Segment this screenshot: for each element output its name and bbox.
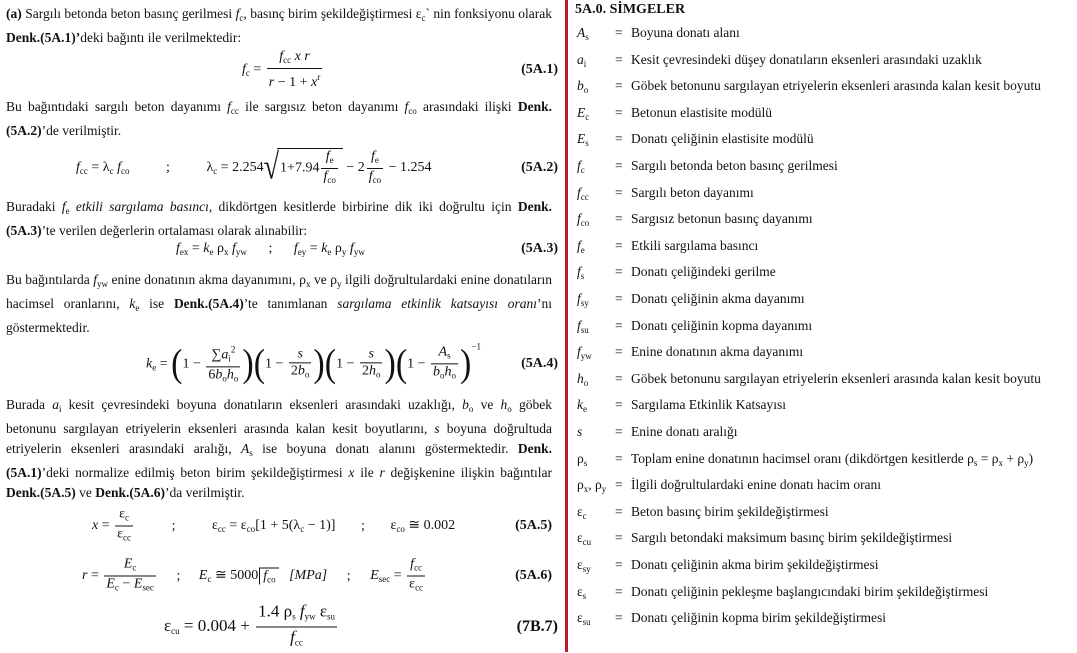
equals-sign: = xyxy=(615,25,623,40)
symbol xyxy=(577,610,591,627)
symbol-row xyxy=(575,502,1075,524)
symbol xyxy=(577,424,582,440)
symbol-sub: c xyxy=(585,111,590,122)
symbol-description: Donatı çeliğindeki gerilme xyxy=(631,264,776,280)
symbol-row xyxy=(575,316,1075,338)
symbol-sub: yw xyxy=(580,351,592,362)
equals-sign: = xyxy=(615,503,623,519)
symbol xyxy=(577,185,589,202)
symbol-description: Donatı çeliğinin akma dayanımı xyxy=(631,291,805,306)
equals-sign: = xyxy=(615,158,623,173)
equals-sign: = xyxy=(615,450,623,466)
symbol-description: Göbek betonunu sargılayan etriyelerin eksenleri arasında kalan kesit boyutu xyxy=(631,78,1041,94)
equation-5A5: x = $\frac{\varepsilon_c}{\varepsilon_{cc}}$ ; $\varepsilon_{cc} = \varepsilon_{co}[1 + 5(\lambda_c - 1)]$ ; $\varepsilon_{co}$ ≅ 0.002 (5A.5) xyxy=(92,506,552,543)
paragraph-1: (a) Sargılı betonda beton basınç gerilmesi $f_c$, basınç birim şekildeğiştirmesi $\varepsilon_c`$ nin fonksiyonu olarak Denk.(5A.1)’deki bağıntı ile verilmektedir: xyxy=(6,6,552,45)
left-column xyxy=(6,0,556,652)
symbol-row xyxy=(575,129,1075,151)
symbol-sub: cc xyxy=(580,191,589,202)
symbol-description: Beton basınç birim şekildeğiştirmesi xyxy=(631,503,829,519)
symbol xyxy=(577,131,589,148)
symbol-description: Toplam enine donatının hacimsel oranı (dikdörtgen kesitlerde $\rho_s = \rho_x + \rho_y$) xyxy=(631,450,1034,468)
equals-sign: = xyxy=(615,477,623,493)
symbol-description: Donatı çeliğinin elastisite modülü xyxy=(631,131,814,147)
symbol-description: Donatı çeliğinin kopma dayanımı xyxy=(631,317,813,333)
symbol-description: İlgili doğrultulardaki enine donatı hacim oranı xyxy=(631,477,882,493)
equals-sign: = xyxy=(615,78,623,94)
symbol-row xyxy=(575,608,1075,630)
symbol-sub: i xyxy=(583,58,587,69)
equation-5A3: $f_{ex} = k_e$ $\rho_x$ $f_{yw}$ ; $f_{ey} = k_e$ $\rho_y$ $f_{yw}$ (5A.3) xyxy=(176,241,558,257)
equals-sign: = xyxy=(615,211,623,227)
symbol-main: A xyxy=(577,25,586,40)
symbol-row xyxy=(575,23,1075,45)
symbol-sub: su xyxy=(582,617,591,628)
equals-sign: = xyxy=(615,583,623,599)
symbol-row xyxy=(575,289,1075,311)
symbol-main: s xyxy=(577,424,583,439)
symbol xyxy=(577,158,585,175)
symbol-main: ε xyxy=(577,503,583,519)
symbol-sub: s xyxy=(582,590,587,601)
symbol xyxy=(577,530,591,547)
symbol-row xyxy=(575,50,1075,72)
symbol-row xyxy=(575,209,1075,231)
equals-sign: = xyxy=(615,344,623,360)
symbol-description: Donatı çeliğinin kopma birim şekildeğiştirmesi xyxy=(631,610,886,626)
symbol-main: f xyxy=(577,264,581,280)
symbol xyxy=(577,291,589,308)
symbol xyxy=(577,25,589,42)
symbol xyxy=(577,504,587,521)
equation-5A2: $f_{cc} = \lambda_c$ $f_{co}$ ; $\lambda_c = 2.254√1+7.94$ $\frac{f_e}{f_{co}}$ − 2 $\frac{f_e}{f_{co}}$ − 1.254 (5A.2) xyxy=(76,147,558,188)
equals-sign: = xyxy=(615,237,623,253)
symbol-row xyxy=(575,156,1075,178)
equals-sign: = xyxy=(615,424,623,439)
symbol xyxy=(577,238,585,255)
equals-sign: = xyxy=(615,184,623,200)
symbol-main: f xyxy=(577,211,581,227)
symbol xyxy=(577,78,588,95)
rho-s-formula: $\rho_s = \rho_x + \rho_y$ xyxy=(967,450,1029,468)
symbol-description: Etkili sargılama basıncı xyxy=(631,237,759,253)
symbol-sub: e xyxy=(580,244,585,255)
equals-sign: = xyxy=(615,51,623,67)
symbol-main: f xyxy=(577,237,581,253)
symbol-row xyxy=(575,449,1075,471)
symbol-main: f xyxy=(577,184,581,200)
symbol xyxy=(577,344,592,361)
symbol-description: Boyuna donatı alanı xyxy=(631,25,740,40)
symbol-row xyxy=(575,262,1075,284)
symbol-main: f xyxy=(577,344,581,360)
equals-sign: = xyxy=(615,610,623,626)
symbols-title: 5A.0. SİMGELER xyxy=(575,2,686,17)
symbol-row xyxy=(575,183,1075,205)
symbol-main: h xyxy=(577,370,584,386)
symbol-extra: , xyxy=(588,477,595,493)
symbol-description: Enine donatının akma dayanımı xyxy=(631,344,804,360)
symbol-row xyxy=(575,342,1075,364)
symbol-row xyxy=(575,555,1075,577)
symbol-description: Donatı çeliğinin akma birim şekildeğiştirmesi xyxy=(631,557,879,572)
symbol xyxy=(577,477,606,494)
symbol-main: ρ xyxy=(577,477,584,493)
symbol-description: Sargılı betonda beton basınç gerilmesi xyxy=(631,158,838,173)
symbol xyxy=(577,318,589,335)
equals-sign: = xyxy=(615,104,623,120)
symbol-sub: y xyxy=(601,484,607,495)
symbol xyxy=(577,211,589,228)
symbol-sub: sy xyxy=(580,298,589,308)
symbol xyxy=(577,105,589,122)
symbol-row xyxy=(575,475,1075,497)
symbol-description: Donatı çeliğinin pekleşme başlangıcındaki birim şekildeğiştirmesi xyxy=(631,583,989,599)
equation-5A4: $k_e = (1$ − $\frac{\sum a_i^2}{6b_oh_o}$ )(1 − $\frac{s}{2b_o}$ )(1 − $\frac{s}{2h_o}$ )(1 − $\frac{A_s}{b_oh_o}$ )$^{-1}$ (5A.4) xyxy=(146,341,558,385)
symbol-row xyxy=(575,528,1075,550)
symbol-main: ε xyxy=(577,583,583,599)
symbol-main: E xyxy=(577,104,586,120)
equals-sign: = xyxy=(615,131,623,147)
symbol-main: ε xyxy=(577,610,583,626)
symbol-description: Sargılama Etkinlik Katsayısı xyxy=(631,397,786,413)
symbol-description: Göbek betonunu sargılayan etriyelerin eksenleri arasında kalan kesit boyutu xyxy=(631,370,1041,386)
column-divider xyxy=(565,0,568,652)
symbol xyxy=(577,451,587,468)
paragraph-5: Burada $a_i$ kesit çevresindeki boyuna donatıların eksenleri arasındaki uzaklığı, $b_o$ ve $h_o$ göbek betonunu sargılayan etriyelerin eksenleri arasında kalan kesit boyutlarını, s boyuna doğrultuda etriyelerin eksenleri arasındaki aralığı, $A_s$ ise boyuna donatı alanını göstermektedir. Denk.(5A.1)’deki normalize edilmiş beton birim şekildeğiştirmesi x ile r değişkenine ilişkin bağıntılar Denk.(5A.5) ve Denk.(5A.6)’da verilmiştir. xyxy=(6,397,553,500)
symbol-row xyxy=(575,582,1075,604)
symbol-sub: sy xyxy=(582,564,591,574)
equals-sign: = xyxy=(615,397,623,413)
symbol-sub: o xyxy=(583,85,589,96)
symbol-sub: c xyxy=(580,165,585,175)
equals-sign: = xyxy=(615,370,623,386)
symbol xyxy=(577,52,586,69)
symbol-main: ε xyxy=(577,557,583,572)
symbol-sub: cu xyxy=(582,537,592,548)
symbol-description: Betonun elastisite modülü xyxy=(631,104,772,120)
symbol-sub: c xyxy=(582,510,587,521)
paragraph-4: Bu bağıntılarda $f_{yw}$ enine donatının akma dayanımını, $\rho_x$ ve $\rho_y$ ilgili doğrultulardaki enine donatıların hacimsel oranlarını, $k_e$ ise Denk.(5A.4)’te tanımlanan sargılama etkinlik katsayısı oranı’nı göstermektedir. xyxy=(6,272,553,335)
symbol-sub: x xyxy=(583,484,589,495)
symbol xyxy=(577,397,587,414)
symbol xyxy=(577,584,586,601)
paragraph-2: Bu bağıntıdaki sargılı beton dayanımı $f_{cc}$ ile sargısız beton dayanımı $f_{co}$ arasındaki ilişki Denk.(5A.2)’de verilmiştir. xyxy=(6,99,552,138)
symbol-sub: o xyxy=(583,377,589,388)
symbol-sub: s xyxy=(585,138,589,149)
symbol-main: ρ xyxy=(595,477,602,493)
symbol-description: Kesit çevresindeki düşey donatıların eksenleri arasındaki uzaklık xyxy=(631,51,982,67)
symbols-column xyxy=(575,0,1075,652)
symbol-row xyxy=(575,76,1075,98)
equation-7B7: $\varepsilon_{cu} = 0.004$ + $\frac{1.4 \rho_s f_{yw} \varepsilon_{su}}{f_{cc}}$ (7B.7) xyxy=(164,601,558,648)
equals-sign: = xyxy=(615,291,623,306)
symbol-main: a xyxy=(577,51,584,67)
symbol-row xyxy=(575,236,1075,258)
equals-sign: = xyxy=(615,557,623,572)
equation-5A6: r = $\frac{E_c}{E_c - E_{sec}}$ ; $E_c$ ≅ 5000 $f_{co}$ [MPa] ; $E_{sec}$ = $\frac{f_{cc}}{\varepsilon_{cc}}$ (5A.6) xyxy=(82,556,552,593)
symbol-description: Sargılı beton dayanımı xyxy=(631,184,754,200)
symbol-row xyxy=(575,395,1075,417)
symbol-main: f xyxy=(577,158,581,173)
symbol-main: b xyxy=(577,78,584,94)
symbol-main: f xyxy=(577,291,581,306)
symbol-row xyxy=(575,103,1075,125)
symbol-sub: co xyxy=(580,218,590,229)
symbol-sub: e xyxy=(583,404,587,415)
symbol xyxy=(577,264,584,281)
symbol-main: ρ xyxy=(577,450,584,466)
symbol xyxy=(577,371,588,388)
rho-s-close: ) xyxy=(1028,450,1034,466)
symbol-main: k xyxy=(577,397,583,413)
symbol-sub: su xyxy=(580,324,589,335)
symbol-description: Sargılı betondaki maksimum basınç birim şekildeğiştirmesi xyxy=(631,530,953,546)
equals-sign: = xyxy=(615,264,623,280)
equation-5A1: $f_c$ = $\frac{f_{cc} x r}{r - 1 + x^r}$ (5A.1) xyxy=(242,49,558,90)
symbol-row xyxy=(575,422,1075,444)
symbol-sub: s xyxy=(583,457,588,468)
symbol-description: Sargısız betonun basınç dayanımı xyxy=(631,211,813,227)
symbol-sub: s xyxy=(580,271,585,282)
symbol-row xyxy=(575,369,1075,391)
symbol-description: Enine donatı aralığı xyxy=(631,424,738,439)
equals-sign: = xyxy=(615,530,623,546)
symbol-main: f xyxy=(577,317,581,333)
symbol-sub: s xyxy=(585,32,589,42)
symbol xyxy=(577,557,591,574)
equals-sign: = xyxy=(615,317,623,333)
symbol-main: ε xyxy=(577,530,583,546)
paragraph-3: Buradaki $f_e$ etkili sargılama basıncı, dikdörtgen kesitlerde birbirine dik iki doğrultu için Denk.(5A.3)’te verilen değerlerin ortalaması olarak alınabilir: xyxy=(6,199,552,238)
symbol-main: E xyxy=(577,131,586,147)
